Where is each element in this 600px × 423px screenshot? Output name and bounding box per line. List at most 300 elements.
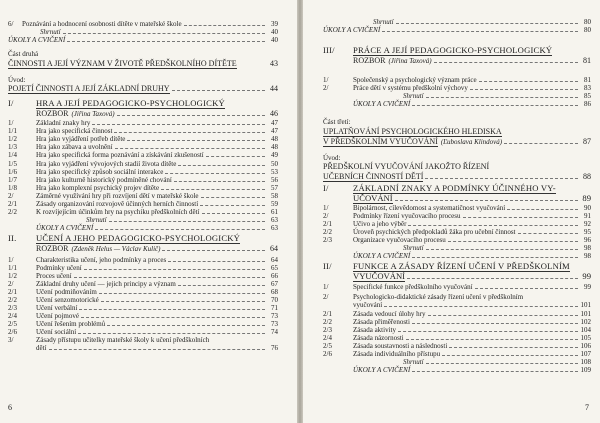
leader-dots xyxy=(107,325,265,326)
entry-page: 105 xyxy=(580,334,591,342)
leader-dots xyxy=(172,90,265,91)
entry-page: 70 xyxy=(271,296,278,304)
leader-dots xyxy=(174,181,265,182)
entry-text: Zásada soustavnosti a následnosti xyxy=(353,342,448,350)
entry-page: 83 xyxy=(584,84,591,92)
entry-page: 96 xyxy=(584,236,591,244)
entry-page: 71 xyxy=(271,304,278,312)
entry-number: 1/6 xyxy=(8,167,17,176)
chapter-title-line2 xyxy=(353,272,591,282)
chapter-title: UČOVÁNÍ xyxy=(353,193,393,203)
entry-page: 91 xyxy=(584,212,591,220)
toc-entry xyxy=(323,358,591,366)
entry-page: 53 xyxy=(271,167,278,176)
entry-page: 99 xyxy=(584,283,591,291)
part-title: V PŘEDŠKOLNÍM VYUČOVÁNÍ xyxy=(323,137,438,146)
left-page xyxy=(0,0,297,423)
entry-number: 1/7 xyxy=(8,175,17,184)
entry-text: dětí xyxy=(36,344,47,352)
entry-number: 2/3 xyxy=(323,326,332,334)
entry-number: 2/2 xyxy=(8,208,17,217)
entry-number: 1/1 xyxy=(8,127,17,136)
entry-number: 2/3 xyxy=(8,304,17,312)
entry-page: 85 xyxy=(584,92,591,100)
entry-text: Práce dětí v systému předškolní výchovy xyxy=(353,84,468,92)
entry-page: 107 xyxy=(580,350,591,358)
leader-dots xyxy=(412,257,578,258)
leader-dots xyxy=(63,33,265,34)
chapter-title-line2 xyxy=(353,56,591,66)
entry-number: 2/2 xyxy=(323,318,332,326)
toc-entry xyxy=(323,204,591,212)
entry-number: 1/5 xyxy=(8,159,17,168)
entry-text: Specifické funkce předškolního vyučování xyxy=(353,283,473,291)
leader-dots xyxy=(428,315,578,316)
entry-text: Zásady přístupu učitelky mateřské školy k učení předškolních xyxy=(36,336,210,344)
toc-entry xyxy=(8,272,278,280)
leader-dots xyxy=(84,269,265,270)
entry-text: Bipolárnost, cílevědomost a systematičnost vyučování xyxy=(353,204,506,212)
toc-entry xyxy=(8,135,278,143)
leader-dots xyxy=(67,41,265,42)
chapter-author: (Jiřina Taxová) xyxy=(71,110,115,118)
intro-label: Úvod: xyxy=(8,76,26,84)
entry-page: 106 xyxy=(580,342,591,350)
entry-text: Charakteristika učení, jeho podmínky a proces xyxy=(36,256,167,264)
leader-dots xyxy=(201,197,265,198)
entry-page: 90 xyxy=(584,204,591,212)
entry-number: 1/4 xyxy=(8,151,17,160)
entry-text: Podmínky řízení vyučovacího procesu xyxy=(353,212,461,220)
toc-entry xyxy=(8,168,278,176)
entry-text: Hra jako komplexní psychický projev dítěte xyxy=(36,183,160,192)
leader-dots xyxy=(504,143,578,144)
entry-text: Základní druhy učení — jejich principy a význam xyxy=(36,280,176,288)
toc-entry xyxy=(8,216,278,224)
leader-dots xyxy=(117,115,265,116)
leader-dots xyxy=(81,317,265,318)
chapter-author: (Jiřina Taxová) xyxy=(388,57,432,65)
entry-page: 104 xyxy=(580,326,591,334)
entry-page: 49 xyxy=(271,151,278,160)
leader-dots xyxy=(426,249,578,250)
leader-dots xyxy=(92,124,265,125)
entry-page: 44 xyxy=(270,84,278,93)
toc-entry xyxy=(8,336,278,344)
leader-dots xyxy=(412,105,578,106)
entry-text: Psychologicko-didaktické zásady řízení učení v předškolním xyxy=(353,293,524,301)
toc-entry xyxy=(8,320,278,328)
entry-page: 73 xyxy=(271,320,278,328)
leader-dots xyxy=(200,205,265,206)
part-label: Část druhá xyxy=(8,50,39,58)
entry-text: Zásada aktivity xyxy=(353,326,396,334)
entry-number: 2/ xyxy=(8,191,14,200)
chapter-title: ROZBOR xyxy=(36,109,69,118)
toc-entry xyxy=(8,264,278,272)
entry-page: 61 xyxy=(271,208,278,217)
leader-dots xyxy=(463,217,578,218)
entry-text: Hra jako specifická činnost xyxy=(36,127,113,136)
entry-number: 2/1 xyxy=(323,310,332,318)
entry-text: Učení podmiňováním xyxy=(36,288,97,296)
entry-number: 1/ xyxy=(323,283,329,291)
chapter-title: FUNKCE A ZÁSADY ŘÍZENÍ UČENÍ V PŘEDŠKOLNÍM xyxy=(353,261,570,271)
entry-number: 3/ xyxy=(8,336,14,344)
intro-title: POJETÍ ČINNOSTI A JEJÍ ZÁKLADNÍ DRUHY xyxy=(8,84,170,93)
entry-text: Úroveň psychických předpokladů žáka pro učební činnost xyxy=(353,228,516,236)
toc-entry xyxy=(323,212,591,220)
entry-page: 74 xyxy=(271,328,278,336)
leader-dots xyxy=(178,165,265,166)
leader-dots xyxy=(425,178,578,179)
leader-dots xyxy=(442,355,578,356)
entry-number: 2/1 xyxy=(8,200,17,208)
entry-text: ÚKOLY A CVIČENÍ xyxy=(353,100,411,108)
entry-page: 58 xyxy=(271,191,278,200)
entry-text: Zásady organizování rozvojově účinných herních činností xyxy=(36,200,199,208)
entry-text: Organizace vyučovacího procesu xyxy=(353,236,446,244)
entry-page: 56 xyxy=(271,175,278,184)
toc-entry xyxy=(8,176,278,184)
entry-page: 46 xyxy=(270,109,278,118)
leader-dots xyxy=(165,173,265,174)
entry-page: 102 xyxy=(580,318,591,326)
entry-text: Podmínky učení xyxy=(36,264,82,272)
entry-text: Shrnutí xyxy=(86,216,107,225)
entry-text: ÚKOLY A CVIČENÍ xyxy=(353,252,411,260)
entry-text: ÚKOLY A CVIČENÍ xyxy=(353,366,411,374)
leader-dots xyxy=(99,293,265,294)
entry-number: 1/2 xyxy=(8,272,17,280)
entry-page: 59 xyxy=(271,200,278,208)
entry-text: Shrnutí xyxy=(403,92,424,100)
entry-page: 40 xyxy=(271,36,278,44)
toc-entry xyxy=(8,312,278,320)
entry-text: Zásada názornosti xyxy=(353,334,404,342)
entry-page: 98 xyxy=(584,252,591,260)
leader-dots xyxy=(178,285,265,286)
entry-text: Záměrné využívání hry při rozvíjení dětí v mateřské škole xyxy=(36,191,199,200)
entry-page: 65 xyxy=(271,264,278,272)
chapter-number: I/ xyxy=(323,183,329,193)
part-heading xyxy=(323,137,591,147)
entry-number: 2/ xyxy=(323,84,329,92)
part-title: ČINNOSTI A JEJÍ VÝZNAM V ŽIVOTĚ PŘEDŠKOLNÍHO DÍTĚTE xyxy=(8,59,237,68)
toc-entry xyxy=(8,184,278,192)
entry-number: 2/2 xyxy=(8,296,17,304)
toc-entry xyxy=(8,36,278,44)
part-label: Část třetí: xyxy=(323,118,351,126)
leader-dots xyxy=(449,347,578,348)
toc-entry xyxy=(8,256,278,264)
toc-entry xyxy=(323,228,591,236)
chapter-title: UČENÍ A JEHO PEDAGOGICKO-PSYCHOLOGICKÝ xyxy=(36,233,241,243)
intro-heading xyxy=(323,172,591,182)
entry-page: 89 xyxy=(582,193,591,203)
leader-dots xyxy=(412,323,578,324)
entry-text: Shrnutí xyxy=(403,244,424,252)
entry-text: Hra jako kulturně historický podmíněné chování xyxy=(36,175,172,184)
leader-dots xyxy=(168,261,265,262)
toc-entry xyxy=(323,26,591,34)
entry-text: ÚKOLY A CVIČENÍ xyxy=(8,36,66,44)
toc-entry xyxy=(8,288,278,296)
entry-page: 57 xyxy=(271,183,278,192)
entry-number: 1/8 xyxy=(8,183,17,192)
toc-entry xyxy=(323,334,591,342)
leader-dots xyxy=(162,250,265,251)
leader-dots xyxy=(396,23,578,24)
entry-page: 81 xyxy=(583,56,591,65)
entry-text: Učivo a jeho výběr xyxy=(353,220,407,228)
entry-text: Základní znaky hry xyxy=(36,119,91,127)
intro-title: PŘEDŠKOLNÍ VYUČOVÁNÍ JAKOŽTO ŘÍZENÍ xyxy=(323,162,490,171)
entry-page: 76 xyxy=(271,344,278,352)
toc-entry xyxy=(323,236,591,244)
toc-entry xyxy=(323,252,591,260)
entry-number: 2/4 xyxy=(8,312,17,320)
entry-page: 66 xyxy=(271,272,278,280)
toc-entry xyxy=(323,18,591,26)
entry-number: 1/ xyxy=(8,256,14,264)
entry-text: Hra jako vyjádření vývojových stadií života dítěte xyxy=(36,159,177,168)
entry-page: 86 xyxy=(584,100,591,108)
leader-dots xyxy=(412,371,578,372)
entry-page: 95 xyxy=(584,228,591,236)
entry-number: 2/ xyxy=(323,293,329,301)
entry-page: 108 xyxy=(580,358,591,366)
entry-page: 80 xyxy=(584,18,591,26)
intro-label: Úvod: xyxy=(323,154,341,162)
entry-page: 48 xyxy=(271,143,278,152)
entry-page: 39 xyxy=(271,20,278,28)
leader-dots xyxy=(206,156,265,157)
part-title: UPLATŇOVÁNÍ PSYCHOLOGICKÉHO HLEDISKA xyxy=(323,127,502,136)
entry-page: 40 xyxy=(271,28,278,36)
entry-page: 80 xyxy=(584,26,591,34)
entry-page: 63 xyxy=(271,216,278,225)
toc-entry xyxy=(8,192,278,200)
entry-number: 1/ xyxy=(323,204,329,212)
toc-entry xyxy=(323,350,591,358)
leader-dots xyxy=(161,189,265,190)
page-number: 6 xyxy=(8,403,12,412)
chapter-number: II. xyxy=(8,233,17,243)
toc-entry xyxy=(323,366,591,374)
toc-entry xyxy=(323,310,591,318)
toc-entry xyxy=(8,20,278,28)
entry-number: 2/ xyxy=(8,280,14,288)
leader-dots xyxy=(95,229,265,230)
chapter-number: III/ xyxy=(323,45,335,55)
entry-page: 87 xyxy=(583,137,591,146)
toc-entry xyxy=(8,208,278,216)
entry-text: Zásada vedoucí úlohy hry xyxy=(353,310,426,318)
leader-dots xyxy=(115,148,265,149)
entry-text: Hra jako specifický způsob sociální interakce xyxy=(36,167,164,176)
toc-entry xyxy=(323,326,591,334)
entry-page: 50 xyxy=(271,159,278,168)
entry-page: 63 xyxy=(271,224,278,233)
leader-dots xyxy=(384,306,578,307)
entry-text: K rozvíjejícím účinkům hry na psychiku předškolních dětí xyxy=(36,208,200,217)
entry-text: Učení pojmové xyxy=(36,312,79,320)
chapter-title: HRA A JEJÍ PEDAGOGICKO-PSYCHOLOGICKÝ xyxy=(36,98,225,108)
entry-page: 98 xyxy=(584,244,591,252)
entry-page: 68 xyxy=(271,288,278,296)
chapter-title-line2 xyxy=(36,244,278,254)
entry-number: 1/3 xyxy=(8,143,17,152)
toc-entry xyxy=(323,293,591,301)
toc-entry xyxy=(8,151,278,159)
leader-dots xyxy=(114,132,265,133)
leader-dots xyxy=(202,213,266,214)
entry-page: 64 xyxy=(271,256,278,264)
toc-entry xyxy=(8,28,278,36)
leader-dots xyxy=(470,89,578,90)
leader-dots xyxy=(382,31,578,32)
entry-text: ÚKOLY A CVIČENÍ xyxy=(323,26,381,34)
leader-dots xyxy=(79,309,265,310)
entry-number: 2/6 xyxy=(323,350,332,358)
entry-number: 2/3 xyxy=(323,236,332,244)
toc-entry xyxy=(8,200,278,208)
entry-text: vyučování xyxy=(353,301,383,309)
toc-entry xyxy=(323,220,591,228)
entry-number: 2/4 xyxy=(323,334,332,342)
toc-entry xyxy=(8,328,278,336)
leader-dots xyxy=(448,241,578,242)
entry-page: 101 xyxy=(580,310,591,318)
entry-number: 6/ xyxy=(8,20,14,28)
leader-dots xyxy=(49,349,266,350)
entry-text: Učení verbální xyxy=(36,304,78,312)
toc-entry xyxy=(323,100,591,108)
entry-number: 2/5 xyxy=(323,342,332,350)
toc-entry xyxy=(323,283,591,291)
entry-page: 92 xyxy=(584,220,591,228)
toc-entry xyxy=(323,342,591,350)
entry-text: Učení řešením problémů xyxy=(36,320,106,328)
toc-entry xyxy=(8,296,278,304)
leader-dots xyxy=(74,277,265,278)
leader-dots xyxy=(434,62,578,63)
leader-dots xyxy=(101,301,265,302)
leader-dots xyxy=(127,140,265,141)
entry-text: Zásada individuálního přístupu xyxy=(353,350,441,358)
leader-dots xyxy=(395,200,578,201)
entry-number: 1/ xyxy=(8,119,14,127)
leader-dots xyxy=(78,333,265,334)
toc-entry xyxy=(8,344,278,352)
leader-dots xyxy=(408,225,578,226)
entry-text: Společenský a psychologický význam práce xyxy=(353,76,477,84)
chapter-number: I/ xyxy=(8,98,14,108)
entry-number: 2/ xyxy=(323,212,329,220)
toc-entry xyxy=(323,92,591,100)
toc-entry xyxy=(323,301,591,309)
chapter-title: ROZBOR xyxy=(353,56,386,65)
chapter-number: II/ xyxy=(323,261,332,271)
entry-text: Proces učení xyxy=(36,272,72,280)
entry-text: Shrnutí xyxy=(40,28,61,36)
entry-number: 1/ xyxy=(323,76,329,84)
entry-page: 81 xyxy=(584,76,591,84)
leader-dots xyxy=(518,233,578,234)
leader-dots xyxy=(426,97,578,98)
leader-dots xyxy=(398,331,578,332)
entry-page: 67 xyxy=(271,280,278,288)
leader-dots xyxy=(479,81,578,82)
entry-number: 1/2 xyxy=(8,135,17,144)
entry-page: 48 xyxy=(271,135,278,144)
leader-dots xyxy=(426,363,578,364)
leader-dots xyxy=(475,288,578,289)
page-number: 7 xyxy=(585,403,589,412)
entry-number: 2/2 xyxy=(323,228,332,236)
entry-number: 2/5 xyxy=(8,320,17,328)
entry-page: 43 xyxy=(270,59,278,68)
entry-text: Shrnutí xyxy=(373,18,394,26)
entry-text: Učení senzomotorické xyxy=(36,296,99,304)
entry-text: ÚKOLY A CVIČENÍ xyxy=(36,224,94,233)
entry-text: Zásada přiměřenosti xyxy=(353,318,410,326)
leader-dots xyxy=(407,278,578,279)
chapter-title-line2 xyxy=(36,109,278,119)
entry-text: Hra jako vyjádření potřeb dítěte xyxy=(36,135,126,144)
intro-heading xyxy=(8,84,278,94)
toc-entry xyxy=(8,224,278,232)
entry-text: Poznávání a hodnocení osobnosti dítěte v mateřské škole xyxy=(22,20,182,28)
toc-entry xyxy=(8,160,278,168)
entry-number: 2/1 xyxy=(323,220,332,228)
chapter-title: PRÁCE A JEJÍ PEDAGOGICKO-PSYCHOLOGICKÝ xyxy=(353,45,553,55)
toc-entry xyxy=(8,119,278,127)
entry-number: 2/6 xyxy=(8,328,17,336)
leader-dots xyxy=(507,209,578,210)
entry-page: 73 xyxy=(271,312,278,320)
leader-dots xyxy=(184,25,265,26)
entry-page: 109 xyxy=(580,366,591,374)
entry-page: 88 xyxy=(583,172,591,181)
part-heading xyxy=(8,59,278,69)
chapter-title: ZÁKLADNÍ ZNAKY A PODMÍNKY ÚČINNÉHO VY- xyxy=(353,183,556,193)
right-page xyxy=(303,0,600,423)
leader-dots xyxy=(406,339,578,340)
part-author: (Ľuboslava Klindová) xyxy=(440,138,503,146)
toc-entry xyxy=(323,84,591,92)
chapter-title: VYUČOVÁNÍ xyxy=(353,271,406,281)
entry-page: 101 xyxy=(580,301,591,309)
chapter-title: ROZBOR xyxy=(36,244,69,253)
toc-entry xyxy=(323,318,591,326)
toc-entry xyxy=(323,244,591,252)
leader-dots xyxy=(109,221,265,222)
entry-page: 99 xyxy=(582,271,591,281)
toc-entry xyxy=(323,76,591,84)
toc-entry xyxy=(8,280,278,288)
entry-text: Hra jako specifická forma poznávání a získávání zkušeností xyxy=(36,151,204,160)
entry-number: 1/1 xyxy=(8,264,17,272)
chapter-author: (Zdeněk Helus — Václav Kulič) xyxy=(71,245,161,253)
chapter-title-line2 xyxy=(353,194,591,204)
entry-page: 47 xyxy=(271,127,278,136)
entry-number: 2/1 xyxy=(8,288,17,296)
toc-entry xyxy=(8,304,278,312)
entry-page: 47 xyxy=(271,119,278,127)
entry-page: 64 xyxy=(270,244,278,253)
